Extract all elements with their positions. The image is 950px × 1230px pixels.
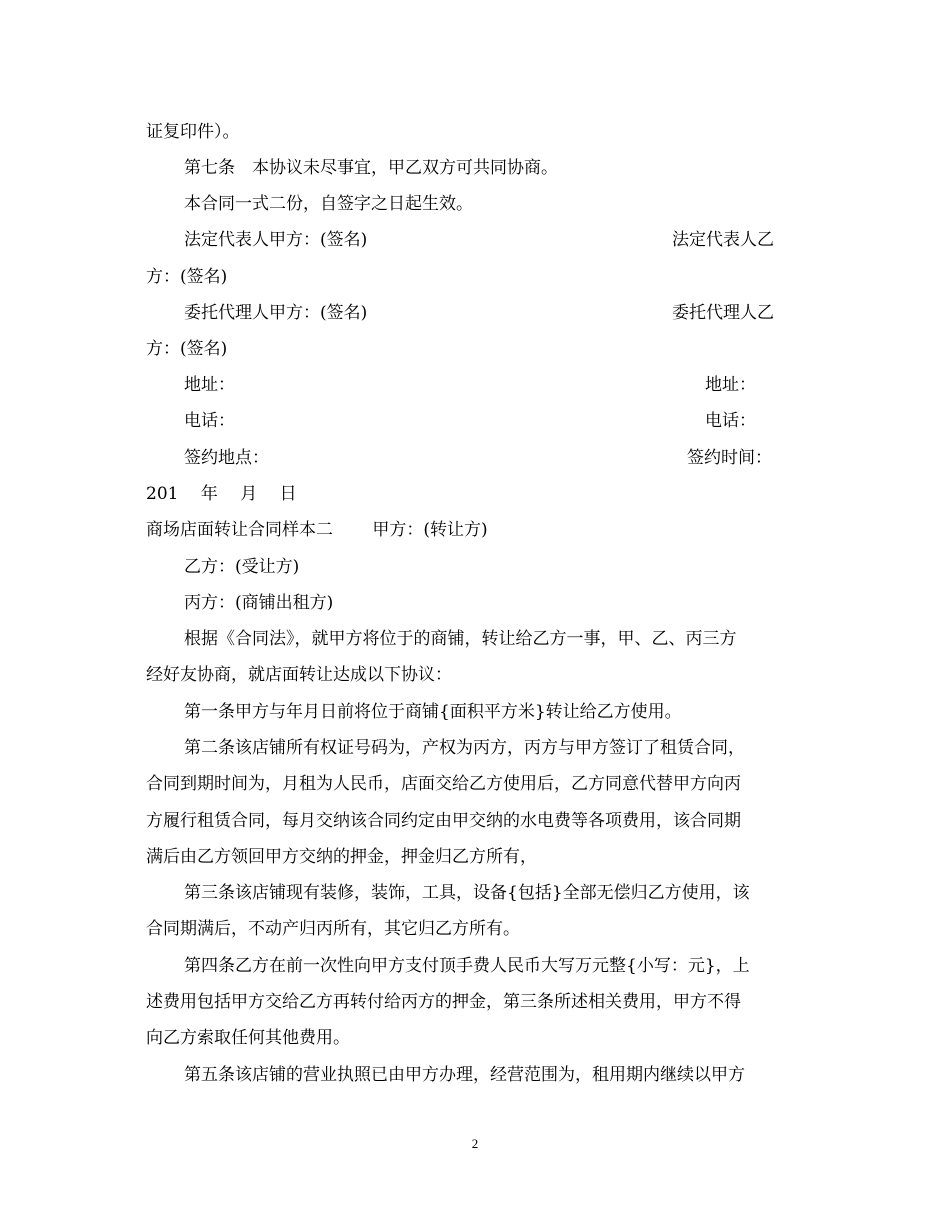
text-line: 述费用包括甲方交给乙方再转付给丙方的押金，第三条所述相关费用，甲方不得 <box>146 992 741 1012</box>
text-line: 向乙方索取任何其他费用。 <box>146 1028 350 1048</box>
text-line: 丙方：(商铺出租方) <box>184 593 334 613</box>
text-line: 证复印件）。 <box>146 122 240 142</box>
text-line: 委托代理人乙 <box>672 303 774 323</box>
text-line: 乙方：(受让方) <box>184 557 300 577</box>
text-line: 法定代表人甲方：(签名) <box>184 230 368 250</box>
text-line: 签约时间： <box>687 448 772 468</box>
text-line: 根据《合同法》，就甲方将位于的商铺，转让给乙方一事，甲、乙、丙三方 <box>184 629 737 649</box>
text-line: 地址： <box>184 375 235 395</box>
text-line: 电话： <box>184 411 235 431</box>
page-number: 2 <box>471 1136 479 1151</box>
text-line: 合同期满后，不动产归丙所有，其它归乙方所有。 <box>146 919 520 939</box>
text-line: 第一条甲方与年月日前将位于商铺{面积平方米}转让给乙方使用。 <box>184 702 682 722</box>
text-line: 委托代理人甲方：(签名) <box>184 303 368 323</box>
text-line: 第四条乙方在前一次性向甲方支付顶手费人民币大写万元整{小写：元}，上 <box>184 956 750 976</box>
text-line: 201 年 月 日 <box>146 484 297 504</box>
text-line: 满后由乙方领回甲方交纳的押金，押金归乙方所有， <box>146 847 537 867</box>
text-line: 第二条该店铺所有权证号码为，产权为丙方，丙方与甲方签订了租赁合同， <box>184 738 745 758</box>
text-line: 地址： <box>705 375 756 395</box>
text-line: 第七条 本协议未尽事宜，甲乙双方可共同协商。 <box>184 158 558 178</box>
text-line: 经好友协商，就店面转让达成以下协议： <box>146 665 452 685</box>
text-line: 商场店面转让合同样本二 甲方：(转让方) <box>146 520 488 540</box>
text-line: 电话： <box>705 411 756 431</box>
text-line: 方：(签名) <box>146 267 228 287</box>
text-line: 第五条该店铺的营业执照已由甲方办理，经营范围为，租用期内继续以甲方 <box>184 1065 745 1085</box>
text-line: 方：(签名) <box>146 339 228 359</box>
text-line: 本合同一式二份，自签字之日起生效。 <box>184 194 473 214</box>
text-line: 合同到期时间为，月租为人民币，店面交给乙方使用后，乙方同意代替甲方向丙 <box>146 774 741 794</box>
text-line: 法定代表人乙 <box>672 230 774 250</box>
text-line: 签约地点： <box>184 448 269 468</box>
text-line: 第三条该店铺现有装修，装饰，工具，设备{包括}全部无偿归乙方使用，该 <box>184 883 750 903</box>
text-line: 方履行租赁合同，每月交纳该合同约定由甲交纳的水电费等各项费用，该合同期 <box>146 811 741 831</box>
